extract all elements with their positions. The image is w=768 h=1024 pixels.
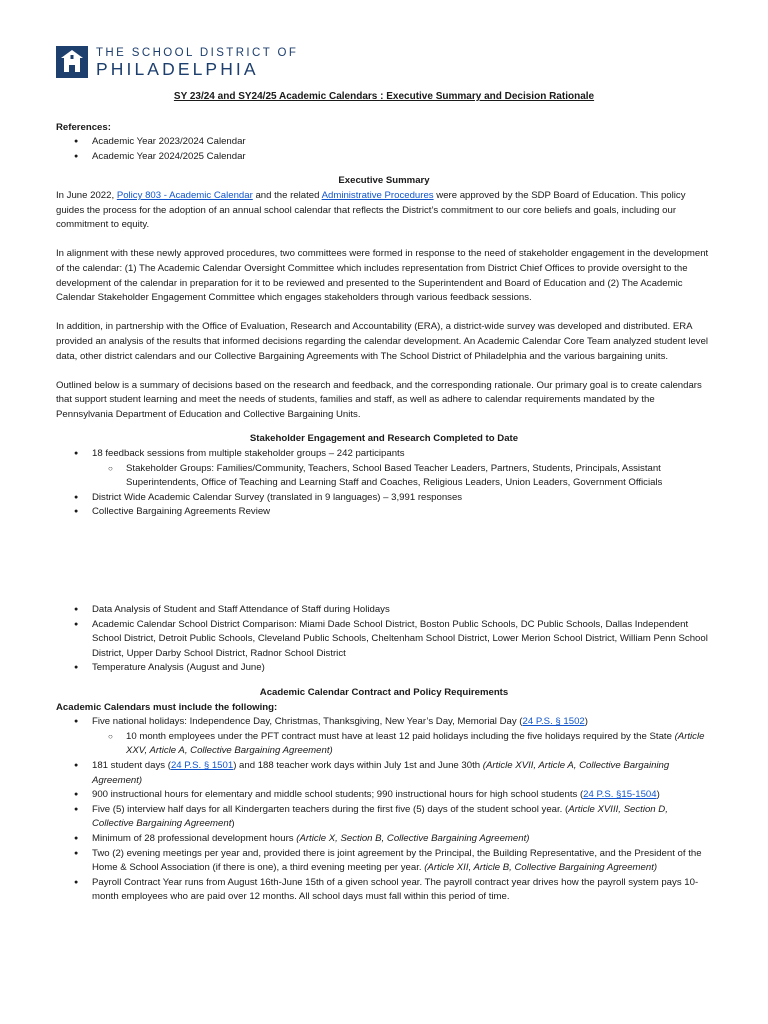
list-item: ● Five national holidays: Independence Day, Christmas, Thanksgiving, New Year’s Day, Memorial Day (24 P.S. § 1502) ○ 10 month employees under the PFT contract must have at least 12 paid holidays including the five holidays required by the State (Article XXV, Article A, Collective Bargaining Agreement): [92, 715, 712, 759]
district-logo: [56, 46, 298, 78]
list-item: ● Two (2) evening meetings per year and, provided there is joint agreement by the Principal, the Building Representative, and the President of the Home & School Association (if there is one), a third evening meeting per year. (Article XII, Article B, Collective Bargaining Agreement): [92, 847, 712, 876]
statute-1504-link[interactable]: 24 P.S. §15-1504: [583, 789, 657, 801]
document-title: SY 23/24 and SY24/25 Academic Calendars : Executive Summary and Decision Rationale: [173, 91, 595, 102]
statute-1501-link[interactable]: 24 P.S. § 1501: [170, 759, 234, 771]
list-item: ● Academic Calendar School District Comparison: Miami Dade School District, Boston Public Schools, DC Public Schools, Dallas Independent School District, Detroit Public Schools, Cleveland Public Schools, Cheltenham School District, Lower Merion School District, William Penn School District, Upper Darby School District, Radnor School District: [92, 618, 712, 662]
administrative-procedures-link[interactable]: Administrative Procedures: [321, 189, 434, 201]
list-item: ● District Wide Academic Calendar Survey (translated in 9 languages) – 3,991 responses: [92, 491, 712, 506]
policy-803-link[interactable]: Policy 803 - Academic Calendar: [116, 189, 253, 201]
document-body: [56, 90, 712, 905]
exec-paragraph-2: In alignment with these newly approved procedures, two committees were formed in response to the need of stakeholder engagement in the development of the calendar: (1) The Academic Calendar Oversight Committee which includes representation from District Chief Offices to provide oversight to the development of the calendar in preparation for it to be reviewed and presented to the Superintendent and Board of Education and (2) The Academic Calendar Stakeholder Engagement Committee which engages stakeholders through various feedback sessions.: [56, 248, 709, 304]
requirements-list: [56, 715, 712, 905]
statute-1502-link[interactable]: 24 P.S. § 1502: [522, 716, 585, 728]
list-item: ● Minimum of 28 professional development hours (Article X, Section B, Collective Bargaining Agreement): [92, 832, 712, 847]
list-item: ● Five (5) interview half days for all Kindergarten teachers during the first five (5) days of the student school year. (Article XVIII, Section D, Collective Bargaining Agreement): [92, 803, 712, 832]
list-item: ○ Stakeholder Groups: Families/Community, Teachers, School Based Teacher Leaders, Partners, Students, Principals, Assistant Superintendents, Office of Teaching and Learning Staff and Coaches, Religious Leaders, Union Leaders, Government Officials: [126, 462, 712, 491]
list-item: ● Academic Year 2024/2025 Calendar: [92, 150, 712, 165]
stakeholder-sublist: [92, 462, 712, 491]
list-item: ● Payroll Contract Year runs from August 16th-June 15th of a given school year. The payroll contract year drives how the payroll system pays 10-month employees who are paid over 12 months. All school days must fall within this period of time.: [92, 876, 712, 905]
list-item: ● 18 feedback sessions from multiple stakeholder groups – 242 participants ○ Stakeholder Groups: Families/Community, Teachers, School Based Teacher Leaders, Partners, Students, Principals, Assistant Superintendents, Office of Teaching and Learning Staff and Coaches, Religious Leaders, Union Leaders, Government Officials: [92, 447, 712, 491]
executive-summary-heading: Executive Summary: [338, 175, 430, 187]
list-item: ● Collective Bargaining Agreements Review: [92, 505, 712, 520]
list-item: ● Temperature Analysis (August and June): [92, 661, 712, 676]
stakeholder-list-continued: [56, 603, 712, 676]
stakeholder-list: [56, 447, 712, 520]
list-item: ● Data Analysis of Student and Staff Attendance of Staff during Holidays: [92, 603, 712, 618]
exec-paragraph-1: In June 2022, Policy 803 - Academic Calendar and the related Administrative Procedures were approved by the SDP Board of Education. This policy guides the process for the adoption of an annual school calendar that reflects the District’s commitment to our core beliefs and goals, including our commitment to equity.: [56, 189, 686, 231]
exec-paragraph-3: In addition, in partnership with the Office of Evaluation, Research and Accountability (ERA), a district-wide survey was developed and distributed. ERA provided an analysis of the results that informed decisions regarding the calendar development. An Academic Calendar Core Team analyzed student level data, other district calendars and our Collective Bargaining Agreements with The School District of Philadelphia and the various bargaining units.: [56, 321, 709, 362]
exec-paragraph-4: Outlined below is a summary of decisions based on the research and feedback, and the corresponding rationale. Our primary goal is to create calendars that support student learning and meet the needs of students, families and staff, as well as adhere to calendar requirements mandated by the Pennsylvania Department of Education and Collective Bargaining Units.: [56, 379, 702, 420]
references-label: References:: [56, 121, 111, 133]
references-list: [56, 135, 712, 164]
logo-line-1: THE SCHOOL DISTRICT OF: [96, 46, 299, 59]
requirements-sublist: [92, 730, 712, 759]
list-item: ○ 10 month employees under the PFT contract must have at least 12 paid holidays including the five holidays required by the State (Article XXV, Article A, Collective Bargaining Agreement): [126, 730, 712, 759]
contract-heading: Academic Calendar Contract and Policy Requirements: [259, 687, 509, 698]
logo-line-2: PHILADELPHIA: [96, 58, 259, 79]
contract-subheading: Academic Calendars must include the following:: [56, 701, 278, 713]
list-item: ● 181 student days (24 P.S. § 1501) and 188 teacher work days within July 1st and June 30th (Article XVII, Article A, Collective Bargaining Agreement): [92, 759, 712, 788]
list-item: ● 900 instructional hours for elementary and middle school students; 990 instructional hours for high school students (24 P.S. §15-1504): [92, 788, 712, 803]
school-building-icon: [56, 46, 88, 78]
list-item: ● Academic Year 2023/2024 Calendar: [92, 135, 712, 150]
stakeholder-heading: Stakeholder Engagement and Research Completed to Date: [249, 433, 519, 445]
